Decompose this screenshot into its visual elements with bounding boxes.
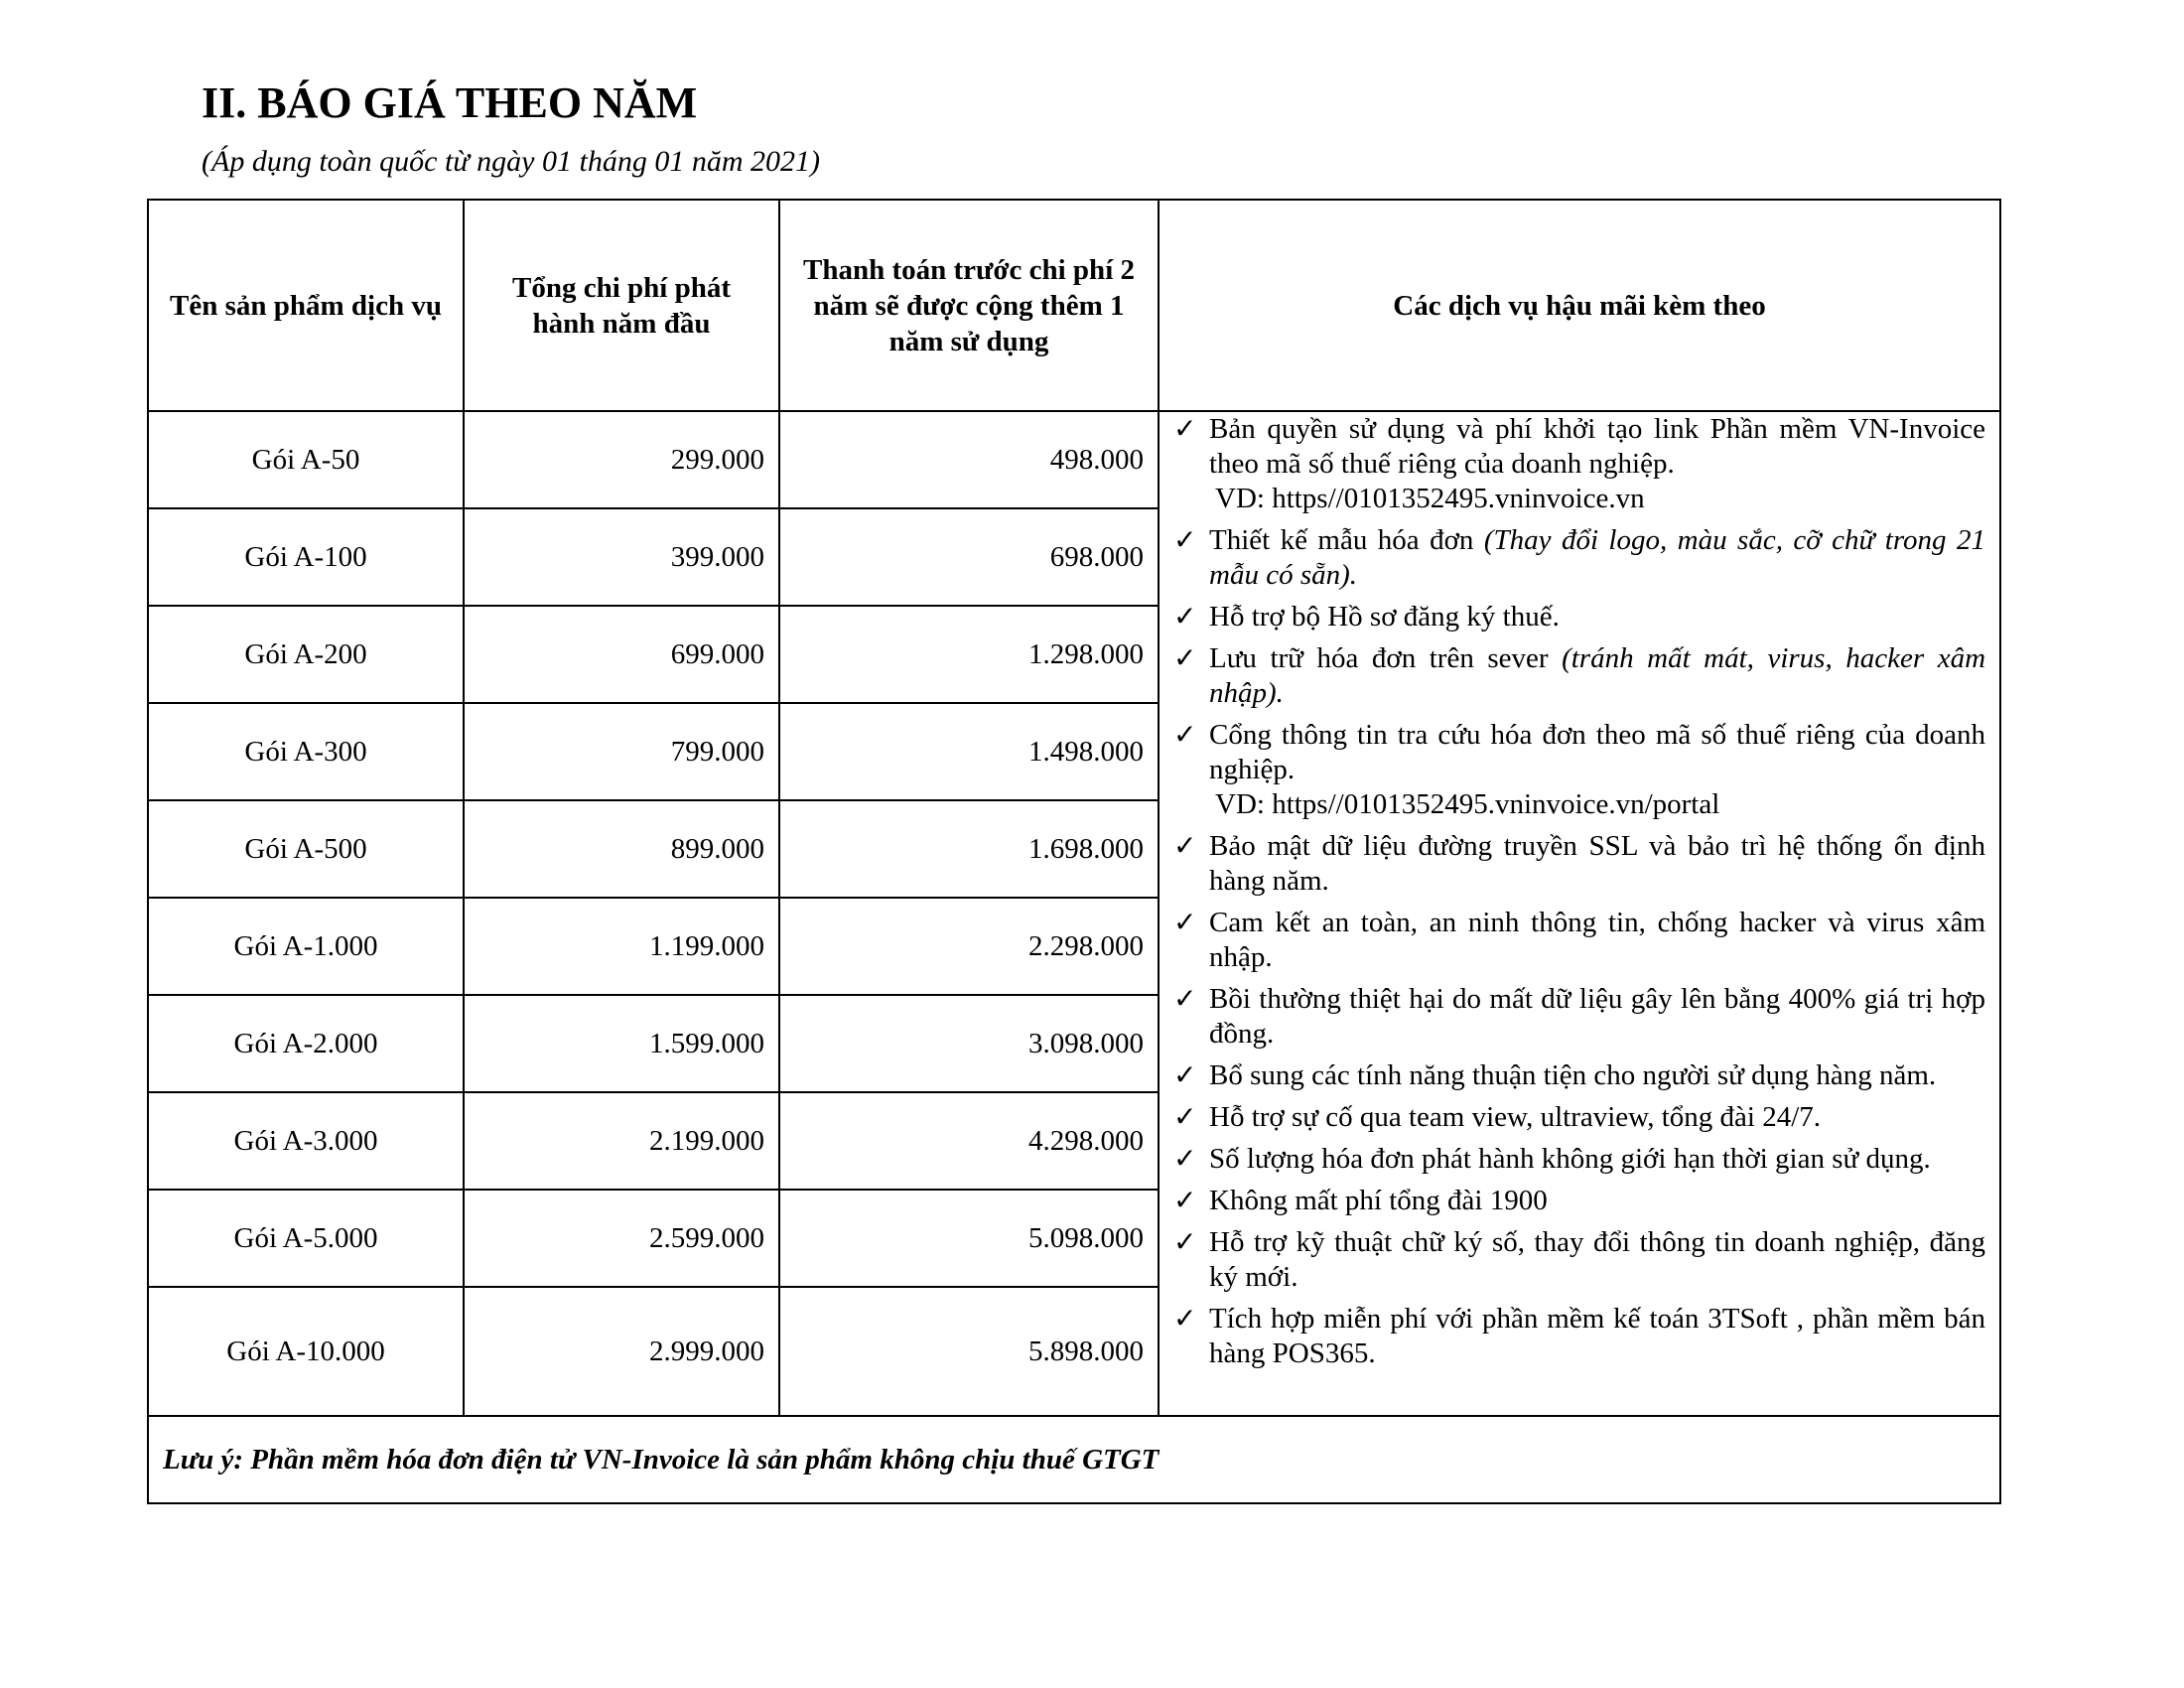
service-item: [1173, 829, 1985, 899]
after-sales-services-cell: [1159, 411, 2000, 1416]
service-example-url: VD: https//0101352495.vninvoice.vn/portal: [1215, 788, 1720, 820]
header-first-year-cost: Tổng chi phí phát hành năm đầu: [464, 200, 779, 411]
service-text: Tích hợp miễn phí với phần mềm kế toán 3TSoft , phần mềm bán hàng POS365.: [1209, 1303, 1985, 1369]
checkmark-icon: ✓: [1173, 643, 1197, 674]
service-text: Hỗ trợ sự cố qua team view, ultraview, tổng đài 24/7.: [1209, 1101, 1822, 1133]
package-name: Gói A-300: [148, 703, 464, 800]
service-item: [1173, 1302, 1985, 1371]
package-name: Gói A-1.000: [148, 898, 464, 995]
checkmark-icon: ✓: [1173, 1227, 1197, 1258]
first-year-cost: 2.199.000: [464, 1092, 779, 1190]
prepay-two-years-cost: 1.498.000: [779, 703, 1159, 800]
service-text: Bảo mật dữ liệu đường truyền SSL và bảo trì hệ thống ổn định hàng năm.: [1209, 830, 1985, 897]
first-year-cost: 2.599.000: [464, 1190, 779, 1287]
first-year-cost: 899.000: [464, 800, 779, 898]
service-text: Hỗ trợ kỹ thuật chữ ký số, thay đổi thông tin doanh nghiệp, đăng ký mới.: [1209, 1226, 1985, 1293]
service-text: Bổ sung các tính năng thuận tiện cho người sử dụng hàng năm.: [1209, 1059, 1937, 1091]
service-item: [1173, 1225, 1985, 1295]
page-title: II. BÁO GIÁ THEO NĂM: [202, 78, 698, 127]
first-year-cost: 1.199.000: [464, 898, 779, 995]
service-item: [1173, 641, 1985, 711]
service-item: [1173, 1058, 1985, 1093]
service-text: Không mất phí tổng đài 1900: [1209, 1185, 1548, 1216]
first-year-cost: 399.000: [464, 508, 779, 606]
checkmark-icon: ✓: [1173, 1060, 1197, 1091]
prepay-two-years-cost: 698.000: [779, 508, 1159, 606]
service-text: Bồi thường thiệt hại do mất dữ liệu gây lên bằng 400% giá trị hợp đồng.: [1209, 983, 1985, 1050]
service-item: [1173, 412, 1985, 516]
checkmark-icon: ✓: [1173, 908, 1197, 938]
service-note: (Thay đổi logo, màu sắc, cỡ chữ trong 21 mẫu có sẵn).: [1209, 524, 1985, 591]
service-item: [1173, 718, 1985, 822]
package-name: Gói A-200: [148, 606, 464, 703]
page-subtitle: (Áp dụng toàn quốc từ ngày 01 tháng 01 năm 2021): [202, 145, 820, 178]
checkmark-icon: ✓: [1173, 1304, 1197, 1335]
checkmark-icon: ✓: [1173, 602, 1197, 633]
service-text: Hỗ trợ bộ Hồ sơ đăng ký thuế.: [1209, 601, 1560, 633]
table-body: [148, 411, 2000, 1416]
table-row: [148, 411, 2000, 508]
services-list: [1173, 412, 1985, 1371]
checkmark-icon: ✓: [1173, 414, 1197, 445]
service-text: Lưu trữ hóa đơn trên sever: [1209, 642, 1563, 674]
first-year-cost: 2.999.000: [464, 1287, 779, 1416]
prepay-two-years-cost: 498.000: [779, 411, 1159, 508]
header-product-name: Tên sản phẩm dịch vụ: [148, 200, 464, 411]
checkmark-icon: ✓: [1173, 831, 1197, 862]
service-text: Thiết kế mẫu hóa đơn: [1209, 524, 1484, 556]
package-name: Gói A-2.000: [148, 995, 464, 1092]
service-note: (tránh mất mát, virus, hacker xâm nhập).: [1209, 642, 1986, 709]
service-item: [1173, 523, 1985, 593]
package-name: Gói A-3.000: [148, 1092, 464, 1190]
first-year-cost: 799.000: [464, 703, 779, 800]
prepay-two-years-cost: 5.898.000: [779, 1287, 1159, 1416]
note-row: [148, 1416, 2000, 1503]
tax-note: Lưu ý: Phần mềm hóa đơn điện tử VN-Invoice là sản phẩm không chịu thuế GTGT: [148, 1416, 2000, 1503]
prepay-two-years-cost: 2.298.000: [779, 898, 1159, 995]
checkmark-icon: ✓: [1173, 1186, 1197, 1216]
checkmark-icon: ✓: [1173, 720, 1197, 751]
service-item: [1173, 1184, 1985, 1218]
service-text: Số lượng hóa đơn phát hành không giới hạn thời gian sử dụng.: [1209, 1143, 1931, 1175]
service-text: Cam kết an toàn, an ninh thông tin, chống hacker và virus xâm nhập.: [1209, 907, 1985, 973]
service-text: Bản quyền sử dụng và phí khởi tạo link Phần mềm VN-Invoice theo mã số thuế riêng của doanh nghiệp.: [1209, 413, 1985, 480]
first-year-cost: 699.000: [464, 606, 779, 703]
package-name: Gói A-50: [148, 411, 464, 508]
prepay-two-years-cost: 4.298.000: [779, 1092, 1159, 1190]
package-name: Gói A-500: [148, 800, 464, 898]
header-after-sales-services: Các dịch vụ hậu mãi kèm theo: [1159, 200, 2000, 411]
service-text: Cổng thông tin tra cứu hóa đơn theo mã số thuế riêng của doanh nghiệp.: [1209, 719, 1985, 785]
checkmark-icon: ✓: [1173, 1102, 1197, 1133]
service-example-url: VD: https//0101352495.vninvoice.vn: [1215, 483, 1645, 514]
service-item: [1173, 1142, 1985, 1177]
price-table: [147, 199, 2001, 1504]
checkmark-icon: ✓: [1173, 525, 1197, 556]
service-item: [1173, 906, 1985, 975]
prepay-two-years-cost: 3.098.000: [779, 995, 1159, 1092]
package-name: Gói A-10.000: [148, 1287, 464, 1416]
first-year-cost: 299.000: [464, 411, 779, 508]
prepay-two-years-cost: 1.298.000: [779, 606, 1159, 703]
checkmark-icon: ✓: [1173, 1144, 1197, 1175]
package-name: Gói A-5.000: [148, 1190, 464, 1287]
prepay-two-years-cost: 5.098.000: [779, 1190, 1159, 1287]
checkmark-icon: ✓: [1173, 984, 1197, 1015]
service-item: [1173, 1100, 1985, 1135]
service-item: [1173, 600, 1985, 634]
prepay-two-years-cost: 1.698.000: [779, 800, 1159, 898]
first-year-cost: 1.599.000: [464, 995, 779, 1092]
table-header-row: [148, 200, 2000, 411]
package-name: Gói A-100: [148, 508, 464, 606]
service-item: [1173, 982, 1985, 1052]
header-prepay-two-years: Thanh toán trước chi phí 2 năm sẽ được cộng thêm 1 năm sử dụng: [779, 200, 1159, 411]
